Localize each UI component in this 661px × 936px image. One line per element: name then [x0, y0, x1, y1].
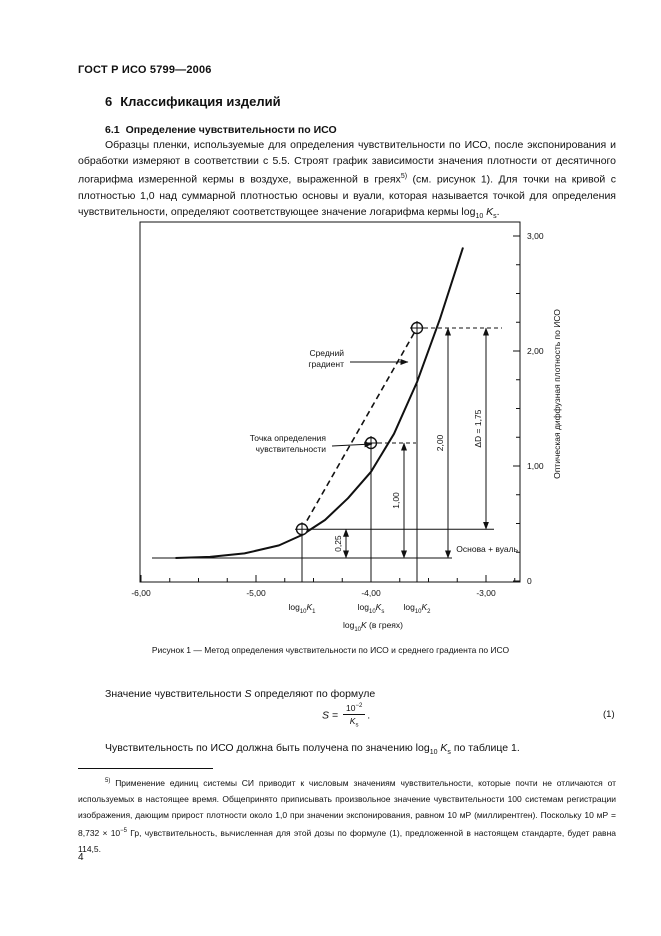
annotation-average-gradient: Средний [309, 348, 344, 358]
k-variable: K [486, 205, 494, 218]
annotation-average-gradient: градиент [308, 359, 344, 369]
characteristic-curve [176, 248, 464, 559]
tail-end: по таблице 1. [450, 742, 520, 754]
y-axis-label: Оптическая диффузная плотность по ИСО [552, 309, 562, 479]
figure-caption: Рисунок 1 — Метод определения чувствительности по ИСО и среднего градиента по ИСО [151, 645, 510, 655]
formula-1 [322, 703, 370, 729]
x-marker-label: $\log_{10}K_s$ [357, 602, 385, 615]
dimension-label: 1,00 [391, 492, 401, 509]
k-subscript: s [493, 212, 497, 220]
x-tick-label: -5,00 [246, 588, 266, 598]
formula-numerator [343, 703, 365, 715]
log-subscript: 10 [475, 212, 484, 220]
x-tick-label: -6,00 [131, 588, 151, 598]
den-k: K [349, 716, 356, 726]
y-tick-label: 2,00 [527, 346, 544, 356]
x-marker-label: $\log_{10}K_2$ [403, 602, 431, 615]
annotation-base-fog: Основа + вуаль [456, 544, 518, 554]
formula-denominator [343, 715, 365, 729]
x-tick-label: -4,00 [361, 588, 381, 598]
formula-intro-var: S [244, 688, 252, 700]
document-header: ГОСТ Р ИСО 5799—2006 [78, 64, 212, 76]
dimension-label: 0,25 [333, 535, 343, 552]
paragraph-end: . [496, 205, 500, 218]
footnote-exp: −5 [120, 827, 128, 834]
section-number: 6 [105, 94, 113, 109]
formula-end: . [367, 709, 371, 722]
y-tick-label: 1,00 [527, 461, 544, 471]
formula-intro [105, 688, 375, 700]
num-exp: −2 [355, 703, 363, 710]
formula-lhs: S = [322, 709, 339, 722]
equation-number: (1) [603, 709, 615, 720]
paragraph-text: Образцы пленки, используемые для определения чувствительности по ИСО, после экспонирования и обработки измеряют в соответствии с 5.5. Строят график зависимости значения плотности от десятичного логарифма измеренной кермы в воздухе, выраженной в греях [78, 139, 616, 186]
formula-intro-text: Значение чувствительности [105, 688, 245, 700]
footnote-reference: 5) [400, 173, 408, 180]
chart-labels [131, 231, 562, 633]
y-tick-label: 0 [527, 576, 532, 586]
num-base: 10 [345, 703, 356, 713]
footnote [78, 773, 616, 857]
dimension-label: ΔD = 1,75 [473, 409, 483, 448]
x-axis-label: $\log_{10}K$ (в греях) [342, 620, 404, 633]
subsection-title: Определение чувствительности по ИСО [125, 124, 337, 136]
tail-log-sub: 10 [429, 749, 438, 757]
plot-border [140, 222, 520, 582]
series-layer [176, 248, 464, 559]
conclusion-sentence [105, 742, 520, 756]
subsection-number: 6.1 [105, 124, 120, 136]
y-tick-label: 3,00 [527, 231, 544, 241]
formula-fraction [343, 703, 365, 729]
footnote-separator [78, 768, 213, 769]
x-marker-label: $\log_{10}K_1$ [288, 602, 316, 615]
tail-k: K [440, 742, 448, 754]
tail-text: Чувствительность по ИСО должна быть получена по значению log [105, 742, 430, 754]
plot-frame [140, 222, 520, 582]
dimension-label: 2,00 [435, 434, 445, 452]
formula-intro-end: определяют по формуле [251, 688, 376, 700]
den-sub: s [355, 722, 359, 729]
paragraph-text-cont: (см. рисунок 1). Для точки на кривой с плотностью 1,0 над суммарной плотностью основы и вуали, которая называется точкой для определения чувствительности, определяют соответствующее значение логарифма кермы log [78, 173, 617, 218]
footnote-marker: 5) [105, 778, 111, 784]
footnote-text-cont: Гр, чувствительность, вычисленная для этой дозы по формуле (1), предложенной в настоящем стандарте, будет равна 114,5. [78, 827, 616, 854]
annotation-speed-point: чувствительности [255, 444, 326, 454]
page-number: 4 [78, 852, 84, 863]
section-title: Классификация изделий [120, 94, 281, 109]
x-tick-label: -3,00 [476, 588, 496, 598]
footnote-text: Применение единиц системы СИ приводит к числовым значениям чувствительности, которые почти не отличаются от используемых в настоящее время. Общепринято приписывать произвольное значение чувствительности 100 системам регистрации изображения, дающим прирост плотности около 1,0 при значении экспонирования, равном 10 мР (миллирентген). Поскольку 10 мР = 8,732 × 10 [78, 777, 616, 838]
tail-k-sub: s [447, 749, 451, 757]
annotation-speed-point: Точка определения [249, 433, 326, 443]
